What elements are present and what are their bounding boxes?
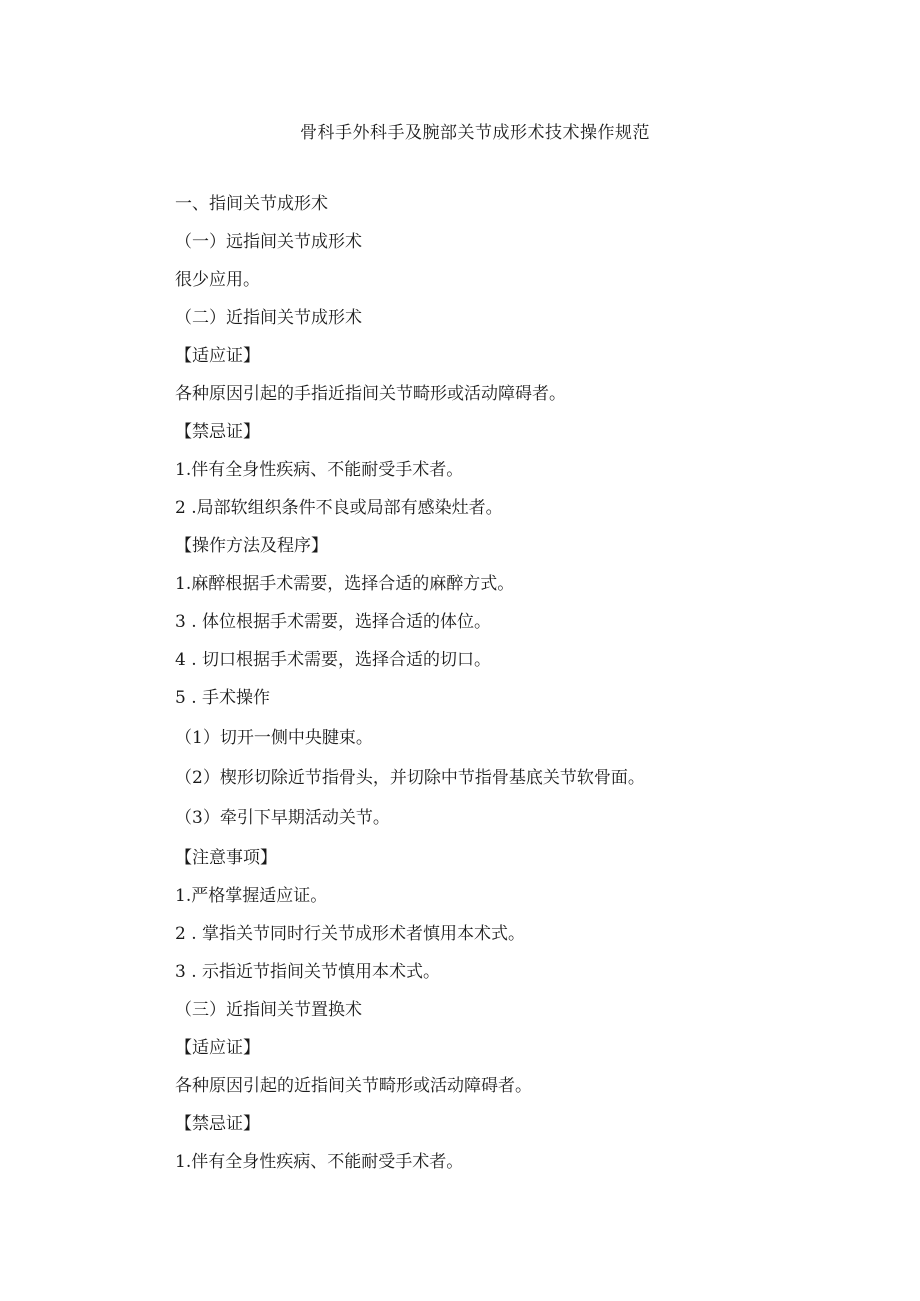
paragraph: 很少应用。 (175, 270, 260, 290)
bracket-heading: 【禁忌证】 (175, 422, 260, 442)
list-item: 1.麻醉根据手术需要，选择合适的麻醉方式。 (175, 574, 515, 594)
bracket-heading: 【禁忌证】 (175, 1114, 260, 1134)
subsection-heading: （二）近指间关节成形术 (175, 308, 362, 328)
bracket-heading: 【适应证】 (175, 346, 260, 366)
section-heading: 一、指间关节成形术 (175, 194, 328, 214)
paragraph: 各种原因引起的手指近指间关节畸形或活动障碍者。 (175, 384, 566, 404)
list-item: 5 . 手术操作 (175, 688, 271, 708)
bracket-heading: 【注意事项】 (175, 848, 277, 868)
bracket-heading: 【适应证】 (175, 1038, 260, 1058)
list-item: （2）楔形切除近节指骨头，并切除中节指骨基底关节软骨面。 (175, 768, 645, 788)
list-item: 1.严格掌握适应证。 (175, 886, 328, 906)
list-item: 1.伴有全身性疾病、不能耐受手术者。 (175, 460, 464, 480)
list-item: 2 .局部软组织条件不良或局部有感染灶者。 (175, 498, 503, 518)
paragraph: 各种原因引起的近指间关节畸形或活动障碍者。 (175, 1076, 532, 1096)
subsection-heading: （三）近指间关节置换术 (175, 1000, 362, 1020)
list-item: （3）牵引下早期活动关节。 (175, 808, 390, 828)
list-item: 3 . 示指近节指间关节慎用本术式。 (175, 962, 441, 982)
document-title: 骨科手外科手及腕部关节成形术技术操作规范 (300, 123, 650, 143)
subsection-heading: （一）远指间关节成形术 (175, 232, 362, 252)
list-item: 2 . 掌指关节同时行关节成形术者慎用本术式。 (175, 924, 526, 944)
list-item: （1）切开一侧中央腱束。 (175, 728, 373, 748)
list-item: 1.伴有全身性疾病、不能耐受手术者。 (175, 1152, 464, 1172)
bracket-heading: 【操作方法及程序】 (175, 536, 328, 556)
list-item: 4 . 切口根据手术需要，选择合适的切口。 (175, 650, 492, 670)
list-item: 3 . 体位根据手术需要，选择合适的体位。 (175, 612, 492, 632)
